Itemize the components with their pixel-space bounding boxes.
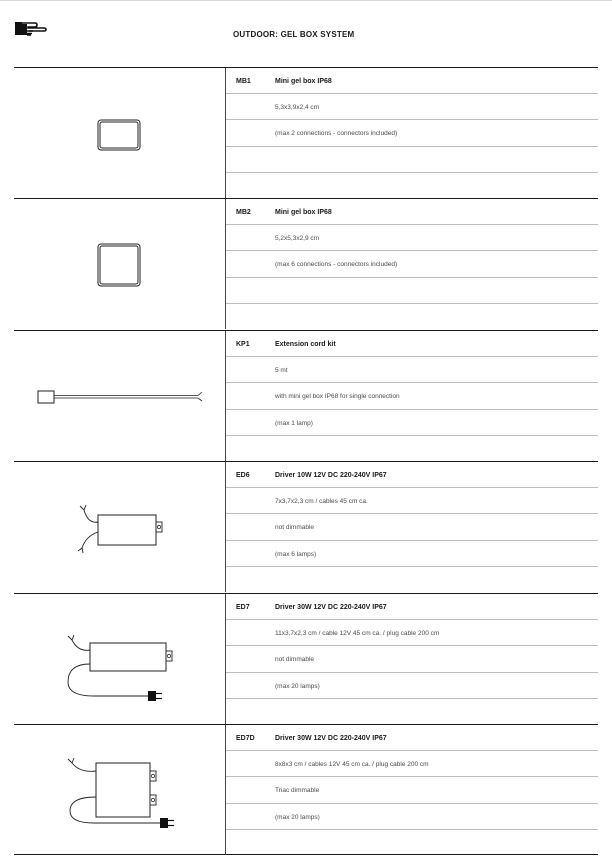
spec-row [226,436,598,462]
spec-row [226,357,598,383]
spec-text: (max 20 lamps) [275,682,320,690]
product-illustration [14,594,226,724]
mini-gel-box-icon [14,68,226,198]
product-illustration [14,462,226,592]
product-mb2 [14,198,598,329]
driver-10w-icon [14,462,226,592]
spec-row [226,199,598,225]
product-code: ED7 [236,604,250,611]
product-code: MB2 [236,209,251,216]
spec-row [226,304,598,330]
spec-row [226,383,598,409]
product-name: Driver 30W 12V DC 220-240V IP67 [275,735,387,742]
spec-text: 5,3x3,9x2,4 cm [275,104,320,112]
spec-row [226,147,598,173]
product-ed7 [14,593,598,724]
spec-row [226,120,598,146]
spec-text: not dimmable [275,656,315,664]
spec-text: (max 6 connections - connectors included) [275,261,398,269]
spec-row [226,251,598,277]
product-ed7d [14,724,598,855]
top-divider [0,0,612,1]
spec-row [226,751,598,777]
product-code: ED7D [236,735,255,742]
driver-30w-icon [14,594,226,724]
pointing-hand-icon [14,19,48,37]
spec-row [226,567,598,593]
spec-text: (max 6 lamps) [275,550,317,558]
product-code: KP1 [236,341,250,348]
product-mb1 [14,67,598,198]
square-gel-box-icon [14,199,226,329]
product-code: MB1 [236,78,251,85]
spec-text: with mini gel box IP68 for single connection [275,393,400,401]
spec-text: 11x3,7x2,3 cm / cable 12V 45 cm ca. / plug cable 200 cm [275,630,440,638]
product-name: Mini gel box IP68 [275,78,332,85]
spec-text: (max 20 lamps) [275,813,320,821]
product-name: Driver 30W 12V DC 220-240V IP67 [275,604,387,611]
spec-row [226,777,598,803]
spec-row [226,699,598,725]
spec-row [226,830,598,856]
spec-row [226,646,598,672]
spec-row [226,594,598,620]
product-illustration [14,68,226,198]
spec-row [226,620,598,646]
product-illustration [14,331,226,461]
spec-text: 5,2x5,3x2,9 cm [275,235,320,243]
spec-row [226,488,598,514]
triac-driver-icon [14,725,226,855]
spec-row [226,225,598,251]
product-name: Extension cord kit [275,341,336,348]
product-kp1 [14,330,598,461]
spec-row [226,514,598,540]
spec-row [226,804,598,830]
product-ed6 [14,461,598,592]
spec-row [226,331,598,357]
spec-text: not dimmable [275,524,315,532]
spec-row [226,94,598,120]
product-illustration [14,199,226,329]
spec-row [226,173,598,199]
spec-text: 8x8x3 cm / cables 12V 45 cm ca. / plug cable 200 cm [275,761,429,769]
page-title: OUTDOOR: GEL BOX SYSTEM [233,30,355,39]
spec-row [226,410,598,436]
product-name: Driver 10W 12V DC 220-240V IP67 [275,472,387,479]
spec-row [226,68,598,94]
extension-cord-icon [14,331,226,461]
spec-row [226,541,598,567]
spec-text: 7x3,7x2,3 cm / cables 45 cm ca. [275,498,368,506]
spec-text: (max 1 lamp) [275,419,313,427]
product-illustration [14,725,226,855]
product-code: ED6 [236,472,250,479]
spec-row [226,725,598,751]
spec-text: Triac dimmable [275,787,320,795]
spec-row [226,462,598,488]
product-name: Mini gel box IP68 [275,209,332,216]
spec-row [226,673,598,699]
spec-text: (max 2 connections - connectors included) [275,130,398,138]
spec-row [226,278,598,304]
spec-text: 5 mt [275,367,288,375]
